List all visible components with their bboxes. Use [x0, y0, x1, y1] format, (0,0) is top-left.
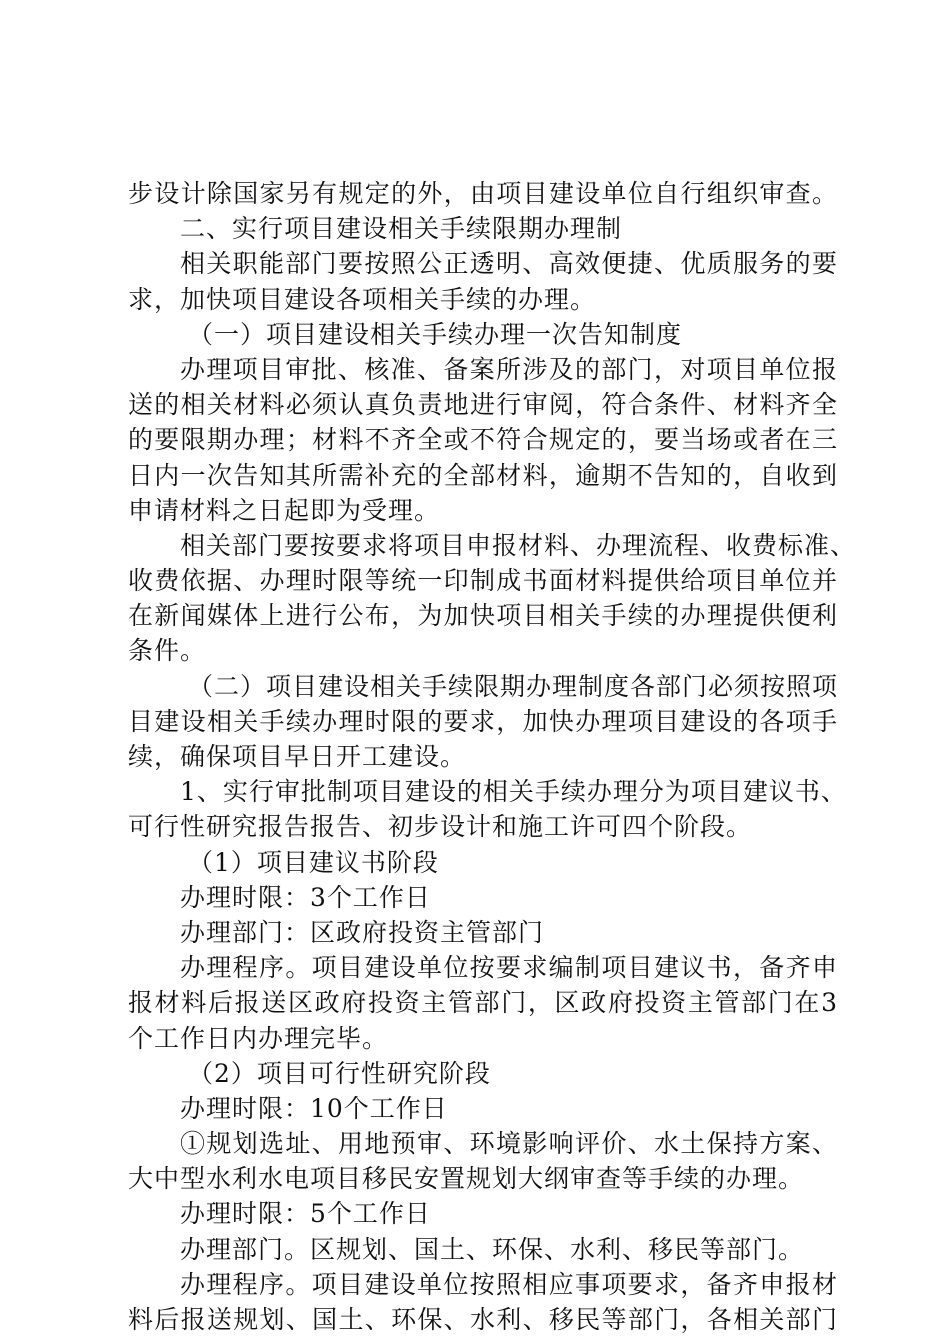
text-line: 办理时限：10个工作日 — [180, 1093, 448, 1123]
text-line: 办理部门。区规划、国土、环保、水利、移民等部门。 — [180, 1234, 805, 1264]
text-line: 可行性研究报告报告、初步设计和施工许可四个阶段。 — [128, 812, 753, 842]
text-line: 个工作日内办理完毕。 — [128, 1023, 389, 1053]
text-line: 办理程序。项目建设单位按照相应事项要求，备齐申报材 — [180, 1269, 838, 1299]
text-line: 办理程序。项目建设单位按要求编制项目建议书，备齐申 — [180, 953, 838, 983]
text-line: 料后报送规划、国土、环保、水利、移民等部门，各相关部门 — [128, 1305, 838, 1334]
text-line: 收费依据、办理时限等统一印制成书面材料提供给项目单位并 — [128, 566, 838, 596]
text-line: ①规划选址、用地预审、环境影响评价、水土保持方案、 — [180, 1129, 838, 1159]
text-line: 续，确保项目早日开工建设。 — [128, 742, 467, 771]
text-line: 办理时限：3个工作日 — [180, 882, 431, 912]
text-line: 办理时限：5个工作日 — [180, 1199, 431, 1229]
text-line: 办理部门：区政府投资主管部门 — [180, 917, 545, 947]
text-line: 目建设相关手续办理时限的要求，加快办理项目建设的各项手 — [128, 706, 838, 736]
text-line: 办理项目审批、核准、备案所涉及的部门，对项目单位报 — [180, 354, 838, 384]
text-line: 大中型水利水电项目移民安置规划大纲审查等手续的办理。 — [128, 1164, 805, 1194]
item-heading: （1）项目建议书阶段 — [188, 847, 439, 877]
text-line: 的要限期办理；材料不齐全或不符合规定的，要当场或者在三 — [128, 425, 838, 455]
text-line: 申请材料之日起即为受理。 — [128, 495, 441, 525]
text-line: 步设计除国家另有规定的外，由项目建设单位自行组织审查。 — [128, 179, 838, 208]
text-line: 相关职能部门要按照公正透明、高效便捷、优质服务的要 — [180, 249, 838, 279]
text-line: 条件。 — [128, 636, 207, 666]
text-line: 相关部门要按要求将项目申报材料、办理流程、收费标准、 — [180, 530, 857, 560]
text-line: 报材料后报送区政府投资主管部门，区政府投资主管部门在3 — [128, 988, 838, 1018]
text-line: 日内一次告知其所需补充的全部材料，逾期不告知的，自收到 — [128, 460, 838, 490]
text-line: 在新闻媒体上进行公布，为加快项目相关手续的办理提供便利 — [128, 601, 838, 631]
section-heading: 二、实行项目建设相关手续限期办理制 — [180, 214, 623, 244]
document-body — [128, 176, 857, 1337]
text-line: 求，加快项目建设各项相关手续的办理。 — [128, 284, 597, 314]
text-line: 送的相关材料必须认真负责地进行审阅，符合条件、材料齐全 — [128, 390, 838, 420]
subsection-heading: （二）项目建设相关手续限期办理制度各部门必须按照项 — [188, 671, 839, 701]
item-heading: （2）项目可行性研究阶段 — [188, 1058, 491, 1088]
subsection-heading: （一）项目建设相关手续办理一次告知制度 — [188, 319, 683, 349]
text-line: 1、实行审批制项目建设的相关手续办理分为项目建议书、 — [180, 777, 847, 807]
